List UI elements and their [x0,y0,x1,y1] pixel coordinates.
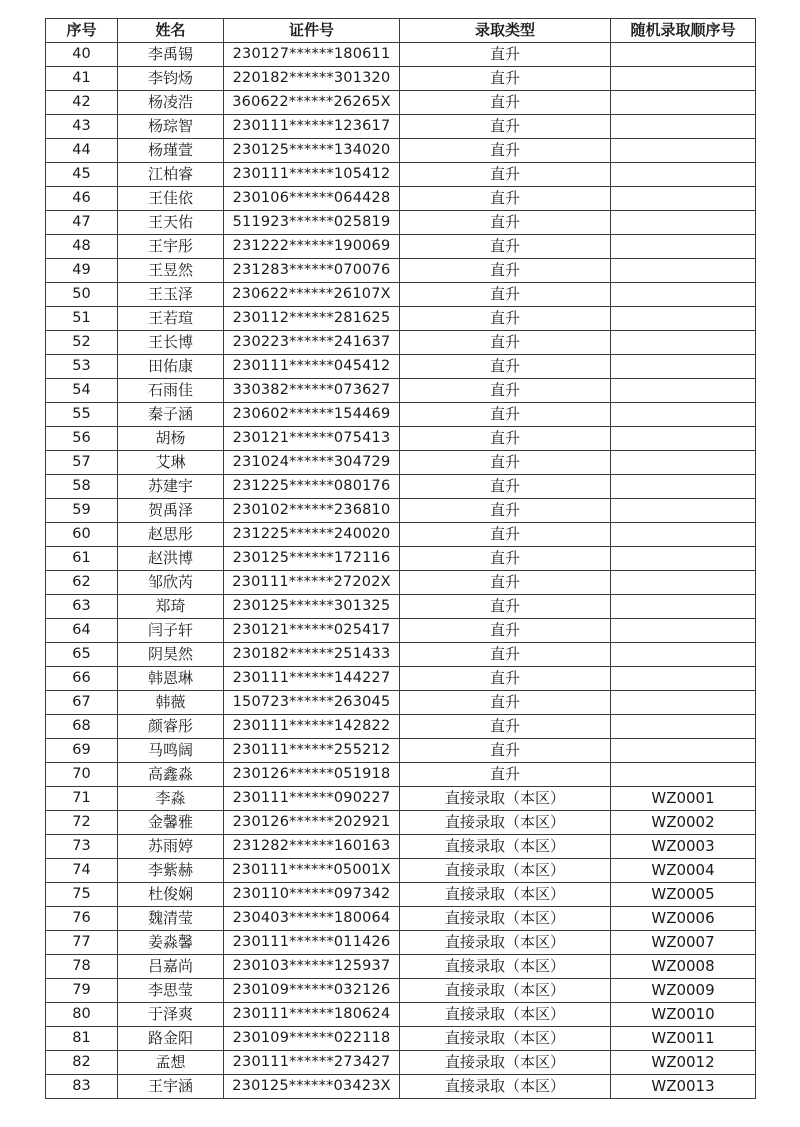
cell-random-order [611,331,756,355]
cell-random-order [611,379,756,403]
cell-name: 杨瑾萱 [118,139,224,163]
admission-table [45,18,756,1099]
header-random-order: 随机录取顺序号 [611,19,756,43]
cell-name: 吕嘉尚 [118,955,224,979]
cell-id-number: 231024******304729 [224,451,400,475]
cell-seq: 78 [46,955,118,979]
table-row [46,811,756,835]
cell-seq: 61 [46,547,118,571]
cell-name: 李紫赫 [118,859,224,883]
cell-name: 苏雨婷 [118,835,224,859]
cell-seq: 66 [46,667,118,691]
cell-name: 李淼 [118,787,224,811]
table-row [46,931,756,955]
table-row [46,139,756,163]
cell-name: 郑琦 [118,595,224,619]
cell-id-number: 230109******022118 [224,1027,400,1051]
cell-admission-type: 直接录取（本区） [400,931,611,955]
cell-random-order: WZ0009 [611,979,756,1003]
cell-name: 江柏睿 [118,163,224,187]
cell-admission-type: 直升 [400,283,611,307]
table-row [46,259,756,283]
cell-admission-type: 直接录取（本区） [400,1027,611,1051]
cell-seq: 70 [46,763,118,787]
cell-id-number: 230125******301325 [224,595,400,619]
cell-id-number: 230125******03423X [224,1075,400,1099]
cell-seq: 40 [46,43,118,67]
cell-name: 杨琮智 [118,115,224,139]
cell-random-order [611,619,756,643]
cell-random-order: WZ0005 [611,883,756,907]
cell-admission-type: 直接录取（本区） [400,835,611,859]
cell-admission-type: 直升 [400,715,611,739]
cell-admission-type: 直升 [400,691,611,715]
cell-seq: 59 [46,499,118,523]
table-row [46,1003,756,1027]
cell-name: 韩薇 [118,691,224,715]
cell-seq: 69 [46,739,118,763]
cell-random-order [611,259,756,283]
cell-random-order [611,403,756,427]
cell-admission-type: 直升 [400,619,611,643]
table-row [46,787,756,811]
cell-admission-type: 直升 [400,307,611,331]
cell-id-number: 230110******097342 [224,883,400,907]
cell-admission-type: 直接录取（本区） [400,955,611,979]
cell-seq: 83 [46,1075,118,1099]
header-name: 姓名 [118,19,224,43]
cell-random-order [611,91,756,115]
table-row [46,187,756,211]
cell-admission-type: 直接录取（本区） [400,1003,611,1027]
cell-id-number: 230126******051918 [224,763,400,787]
table-row [46,643,756,667]
cell-id-number: 230111******045412 [224,355,400,379]
cell-random-order [611,523,756,547]
cell-id-number: 231222******190069 [224,235,400,259]
cell-id-number: 230127******180611 [224,43,400,67]
table-row [46,307,756,331]
cell-id-number: 220182******301320 [224,67,400,91]
cell-name: 石雨佳 [118,379,224,403]
cell-random-order [611,115,756,139]
cell-name: 韩恩琳 [118,667,224,691]
cell-seq: 80 [46,1003,118,1027]
cell-seq: 77 [46,931,118,955]
cell-random-order [611,643,756,667]
cell-seq: 48 [46,235,118,259]
cell-admission-type: 直升 [400,355,611,379]
table-row [46,475,756,499]
table-row [46,379,756,403]
cell-name: 杨凌浩 [118,91,224,115]
cell-admission-type: 直升 [400,379,611,403]
cell-random-order [611,451,756,475]
cell-name: 胡杨 [118,427,224,451]
cell-admission-type: 直升 [400,115,611,139]
cell-seq: 73 [46,835,118,859]
cell-admission-type: 直接录取（本区） [400,787,611,811]
table-row [46,451,756,475]
cell-seq: 71 [46,787,118,811]
table-row [46,1075,756,1099]
table-row [46,235,756,259]
cell-random-order [611,427,756,451]
cell-random-order [611,667,756,691]
cell-name: 赵洪博 [118,547,224,571]
cell-id-number: 230111******105412 [224,163,400,187]
cell-seq: 51 [46,307,118,331]
cell-id-number: 230121******075413 [224,427,400,451]
cell-seq: 55 [46,403,118,427]
cell-random-order: WZ0006 [611,907,756,931]
cell-admission-type: 直升 [400,43,611,67]
cell-random-order [611,499,756,523]
cell-random-order [611,139,756,163]
cell-name: 李禹锡 [118,43,224,67]
cell-seq: 53 [46,355,118,379]
table-row [46,571,756,595]
cell-seq: 46 [46,187,118,211]
table-row [46,907,756,931]
cell-seq: 63 [46,595,118,619]
cell-id-number: 360622******26265X [224,91,400,115]
cell-seq: 72 [46,811,118,835]
table-row [46,739,756,763]
cell-admission-type: 直升 [400,91,611,115]
cell-seq: 64 [46,619,118,643]
table-row [46,1027,756,1051]
cell-admission-type: 直升 [400,547,611,571]
cell-seq: 67 [46,691,118,715]
cell-admission-type: 直接录取（本区） [400,1051,611,1075]
cell-admission-type: 直升 [400,643,611,667]
table-row [46,67,756,91]
cell-id-number: 230112******281625 [224,307,400,331]
cell-id-number: 230111******011426 [224,931,400,955]
cell-random-order: WZ0004 [611,859,756,883]
cell-random-order [611,547,756,571]
table-row [46,283,756,307]
cell-name: 高鑫淼 [118,763,224,787]
table-row [46,355,756,379]
cell-admission-type: 直升 [400,499,611,523]
cell-id-number: 230111******090227 [224,787,400,811]
cell-seq: 56 [46,427,118,451]
cell-id-number: 230111******180624 [224,1003,400,1027]
cell-admission-type: 直升 [400,427,611,451]
table-header [46,19,756,43]
cell-admission-type: 直接录取（本区） [400,859,611,883]
cell-name: 李钧炀 [118,67,224,91]
cell-name: 金馨雅 [118,811,224,835]
header-admission-type: 录取类型 [400,19,611,43]
cell-seq: 76 [46,907,118,931]
cell-id-number: 230111******05001X [224,859,400,883]
cell-id-number: 230111******142822 [224,715,400,739]
cell-random-order [611,355,756,379]
cell-random-order: WZ0013 [611,1075,756,1099]
cell-admission-type: 直升 [400,763,611,787]
cell-admission-type: 直升 [400,403,611,427]
table-row [46,691,756,715]
cell-id-number: 230111******273427 [224,1051,400,1075]
cell-name: 李思莹 [118,979,224,1003]
cell-seq: 54 [46,379,118,403]
cell-random-order [611,235,756,259]
cell-name: 于泽爽 [118,1003,224,1027]
cell-random-order [611,283,756,307]
table-row [46,883,756,907]
cell-seq: 75 [46,883,118,907]
table-row [46,835,756,859]
cell-admission-type: 直升 [400,235,611,259]
cell-random-order [611,763,756,787]
cell-admission-type: 直升 [400,67,611,91]
table-row [46,163,756,187]
cell-id-number: 150723******263045 [224,691,400,715]
cell-seq: 45 [46,163,118,187]
table-row [46,859,756,883]
cell-name: 路金阳 [118,1027,224,1051]
cell-random-order: WZ0012 [611,1051,756,1075]
cell-name: 闫子轩 [118,619,224,643]
cell-admission-type: 直升 [400,571,611,595]
cell-id-number: 230111******123617 [224,115,400,139]
cell-name: 王宇涵 [118,1075,224,1099]
cell-id-number: 230126******202921 [224,811,400,835]
cell-seq: 57 [46,451,118,475]
cell-id-number: 230121******025417 [224,619,400,643]
table-row [46,331,756,355]
cell-name: 艾琳 [118,451,224,475]
cell-random-order: WZ0002 [611,811,756,835]
cell-admission-type: 直升 [400,595,611,619]
table-row [46,715,756,739]
cell-id-number: 230103******125937 [224,955,400,979]
cell-id-number: 231282******160163 [224,835,400,859]
cell-name: 赵思彤 [118,523,224,547]
table-row [46,43,756,67]
cell-name: 王若瑄 [118,307,224,331]
cell-random-order: WZ0003 [611,835,756,859]
cell-id-number: 230111******27202X [224,571,400,595]
cell-id-number: 230111******144227 [224,667,400,691]
cell-seq: 50 [46,283,118,307]
cell-name: 苏建宇 [118,475,224,499]
table-row [46,499,756,523]
table-row [46,619,756,643]
table-row [46,667,756,691]
cell-admission-type: 直升 [400,331,611,355]
cell-admission-type: 直升 [400,163,611,187]
cell-seq: 79 [46,979,118,1003]
cell-random-order [611,67,756,91]
table-row [46,427,756,451]
cell-name: 秦子涵 [118,403,224,427]
cell-name: 王宇彤 [118,235,224,259]
cell-admission-type: 直升 [400,523,611,547]
table-row [46,547,756,571]
cell-seq: 43 [46,115,118,139]
cell-random-order [611,43,756,67]
cell-name: 阴昊然 [118,643,224,667]
cell-name: 王天佑 [118,211,224,235]
cell-admission-type: 直接录取（本区） [400,1075,611,1099]
cell-seq: 52 [46,331,118,355]
cell-seq: 60 [46,523,118,547]
cell-name: 贺禹泽 [118,499,224,523]
cell-id-number: 230602******154469 [224,403,400,427]
cell-id-number: 230403******180064 [224,907,400,931]
cell-random-order [611,691,756,715]
cell-admission-type: 直接录取（本区） [400,979,611,1003]
cell-random-order: WZ0011 [611,1027,756,1051]
cell-seq: 82 [46,1051,118,1075]
cell-name: 姜淼馨 [118,931,224,955]
cell-random-order: WZ0007 [611,931,756,955]
cell-id-number: 230622******26107X [224,283,400,307]
cell-admission-type: 直升 [400,211,611,235]
cell-admission-type: 直升 [400,259,611,283]
cell-name: 魏清莹 [118,907,224,931]
cell-id-number: 230125******172116 [224,547,400,571]
cell-seq: 68 [46,715,118,739]
cell-random-order: WZ0001 [611,787,756,811]
cell-random-order: WZ0008 [611,955,756,979]
table-row [46,955,756,979]
cell-id-number: 231225******080176 [224,475,400,499]
cell-seq: 74 [46,859,118,883]
table-row [46,523,756,547]
header-seq: 序号 [46,19,118,43]
cell-name: 王长博 [118,331,224,355]
table-row [46,979,756,1003]
cell-admission-type: 直升 [400,475,611,499]
cell-id-number: 230102******236810 [224,499,400,523]
table-row [46,91,756,115]
cell-id-number: 230111******255212 [224,739,400,763]
cell-admission-type: 直升 [400,139,611,163]
cell-id-number: 330382******073627 [224,379,400,403]
cell-seq: 49 [46,259,118,283]
cell-id-number: 231225******240020 [224,523,400,547]
cell-random-order [611,739,756,763]
cell-seq: 65 [46,643,118,667]
cell-id-number: 231283******070076 [224,259,400,283]
cell-name: 王昱然 [118,259,224,283]
cell-name: 王玉泽 [118,283,224,307]
cell-random-order [611,715,756,739]
cell-name: 马鸣阔 [118,739,224,763]
cell-seq: 47 [46,211,118,235]
table-row [46,115,756,139]
cell-seq: 58 [46,475,118,499]
header-id-number: 证件号 [224,19,400,43]
cell-id-number: 230223******241637 [224,331,400,355]
cell-seq: 81 [46,1027,118,1051]
table-row [46,763,756,787]
cell-name: 王佳依 [118,187,224,211]
cell-random-order [611,595,756,619]
cell-id-number: 230109******032126 [224,979,400,1003]
cell-admission-type: 直升 [400,187,611,211]
cell-name: 杜俊娴 [118,883,224,907]
cell-random-order [611,307,756,331]
cell-admission-type: 直升 [400,667,611,691]
table-row [46,211,756,235]
cell-seq: 44 [46,139,118,163]
table-body [46,43,756,1099]
cell-random-order [611,475,756,499]
table-row [46,1051,756,1075]
cell-random-order: WZ0010 [611,1003,756,1027]
cell-admission-type: 直接录取（本区） [400,883,611,907]
table-row [46,595,756,619]
cell-seq: 41 [46,67,118,91]
cell-random-order [611,187,756,211]
cell-random-order [611,571,756,595]
cell-id-number: 230106******064428 [224,187,400,211]
cell-name: 田佑康 [118,355,224,379]
cell-name: 邹欣芮 [118,571,224,595]
cell-admission-type: 直接录取（本区） [400,811,611,835]
cell-id-number: 230182******251433 [224,643,400,667]
cell-admission-type: 直接录取（本区） [400,907,611,931]
cell-name: 孟想 [118,1051,224,1075]
cell-seq: 42 [46,91,118,115]
cell-admission-type: 直升 [400,451,611,475]
cell-name: 颜睿彤 [118,715,224,739]
cell-id-number: 511923******025819 [224,211,400,235]
cell-id-number: 230125******134020 [224,139,400,163]
cell-seq: 62 [46,571,118,595]
cell-random-order [611,163,756,187]
cell-random-order [611,211,756,235]
header-row [46,19,756,43]
table-row [46,403,756,427]
cell-admission-type: 直升 [400,739,611,763]
